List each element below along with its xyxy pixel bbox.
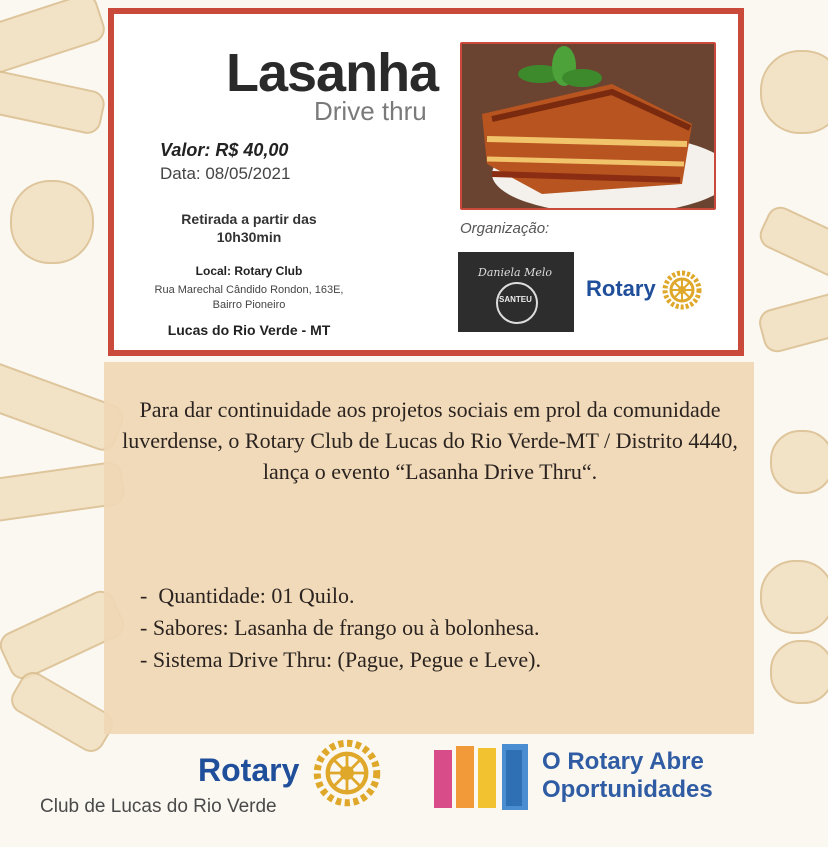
price: Valor: R$ 40,00 [160, 140, 289, 160]
detail-quantity: - Quantidade: 01 Quilo. [140, 583, 355, 608]
location-label: Local: Rotary Club [195, 264, 303, 278]
rotary-wheel-icon [662, 270, 702, 310]
doors-icon [432, 742, 532, 812]
organization-label: Organização: [460, 220, 550, 237]
address: Rua Marechal Cândido Rondon, 163E, Bairro Pioneiro [154, 284, 344, 311]
lasagna-photo [460, 42, 716, 210]
sponsor-script: Daniela Melo [478, 266, 552, 279]
rotary-wordmark: Rotary [586, 276, 656, 301]
club-name: Club de Lucas do Rio Verde [40, 796, 277, 817]
lasagna-image [462, 44, 714, 208]
sponsor-name: SANTEU [499, 295, 532, 304]
event-title: Lasanha [226, 43, 439, 103]
pickup-time: Retirada a partir das 10h30min [181, 211, 317, 245]
detail-system: - Sistema Drive Thru: (Pague, Pegue e Leve). [140, 647, 541, 672]
details-list [140, 580, 541, 676]
detail-flavors: - Sabores: Lasanha de frango ou à bolonhesa. [140, 615, 540, 640]
slogan-line1: O Rotary Abre [542, 748, 704, 775]
description: Para dar continuidade aos projetos sociais em prol da comunidade luverdense, o Rotary Club de Lucas do Rio Verde-MT / Distrito 4440, lança o evento “Lasanha Drive Thru“. [122, 397, 738, 484]
event-subtitle: Drive thru [314, 96, 427, 126]
slogan-line2: Oportunidades [542, 776, 713, 803]
event-card [108, 8, 744, 356]
slogan [542, 748, 713, 804]
city: Lucas do Rio Verde - MT [167, 322, 331, 338]
event-date: Data: 08/05/2021 [160, 164, 291, 183]
footer-rotary-wheel-icon [312, 738, 382, 808]
footer-rotary-wordmark: Rotary [198, 752, 300, 788]
sponsor-logo [458, 252, 574, 332]
